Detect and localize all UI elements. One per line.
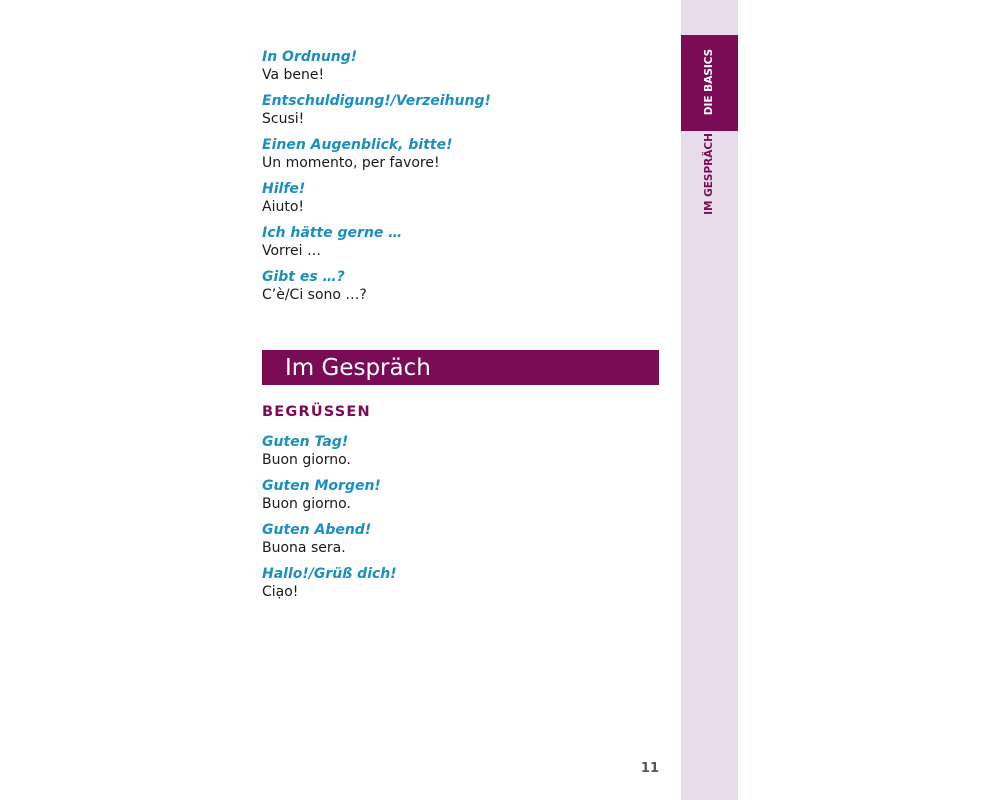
- italian-translation: Vorrei …: [262, 243, 321, 259]
- german-phrase: Guten Abend!: [262, 522, 372, 538]
- phrase-pair: [262, 433, 659, 469]
- subsection-title: BEGRÜSSEN: [262, 404, 371, 420]
- german-phrase: Hilfe!: [262, 181, 306, 197]
- section-title: Im Gespräch: [285, 355, 431, 381]
- tab-die-basics[interactable]: [681, 35, 738, 131]
- italian-translation: Ciạo!: [262, 584, 299, 600]
- tab-im-gespraech[interactable]: IM GESPRÄCH: [703, 133, 715, 215]
- phrase-list-greeting: [262, 433, 659, 609]
- italian-translation: C’è/Ci sono …?: [262, 287, 367, 303]
- page-number: 11: [640, 761, 659, 776]
- phrase-list-top: [262, 48, 659, 312]
- german-phrase: Ich hätte gerne …: [262, 225, 403, 241]
- phrase-pair: [262, 521, 659, 557]
- german-phrase: Guten Tag!: [262, 434, 349, 450]
- italian-translation: Buon giorno.: [262, 452, 351, 468]
- phrase-pair: [262, 565, 659, 601]
- section-header-bar: [262, 350, 659, 385]
- phrase-pair: [262, 136, 659, 172]
- italian-translation: Aiuto!: [262, 199, 305, 215]
- phrase-pair: [262, 180, 659, 216]
- german-phrase: Entschuldigung!/Verzeihung!: [262, 93, 491, 109]
- phrase-pair: [262, 477, 659, 513]
- italian-translation: Buona sera.: [262, 540, 346, 556]
- tab-die-basics-label: DIE BASICS: [703, 48, 715, 116]
- german-phrase: In Ordnung!: [262, 49, 358, 65]
- italian-translation: Un momento, per favore!: [262, 155, 440, 171]
- italian-translation: Va bene!: [262, 67, 325, 83]
- italian-translation: Buon giorno.: [262, 496, 351, 512]
- german-phrase: Guten Morgen!: [262, 478, 381, 494]
- german-phrase: Gibt es …?: [262, 269, 345, 285]
- phrase-pair: [262, 92, 659, 128]
- phrase-pair: [262, 48, 659, 84]
- italian-translation: Scusi!: [262, 111, 305, 127]
- sidebar-thumb-index: [681, 0, 738, 800]
- phrase-pair: [262, 224, 659, 260]
- phrase-pair: [262, 268, 659, 304]
- german-phrase: Hallo!/Grüß dich!: [262, 566, 397, 582]
- german-phrase: Einen Augenblick, bitte!: [262, 137, 453, 153]
